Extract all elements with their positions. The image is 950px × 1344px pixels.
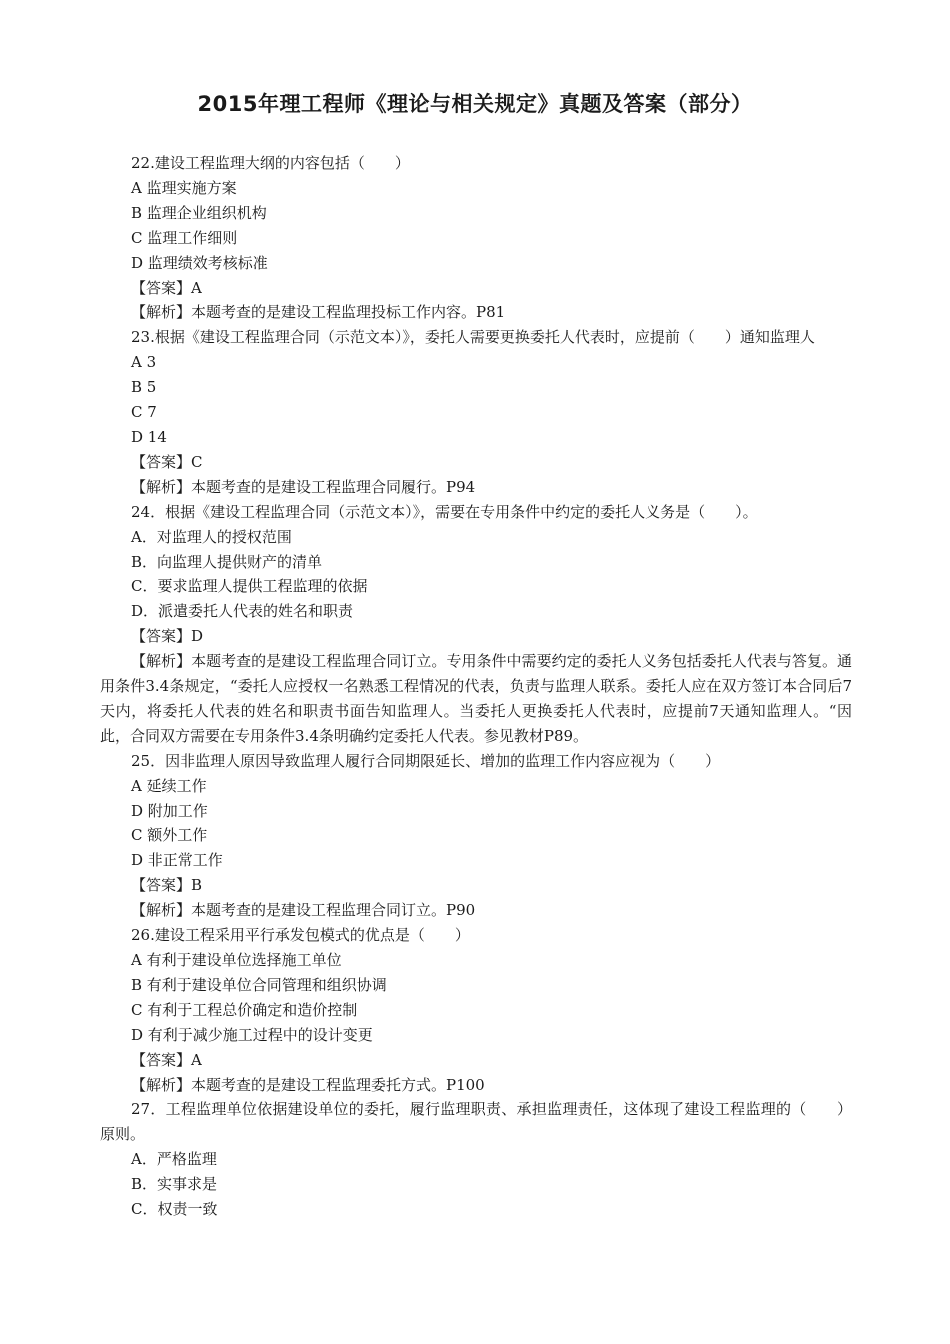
question-22: 22.建设工程监理大纲的内容包括（ ）: [131, 154, 410, 172]
option-a: A．严格监理: [131, 1150, 217, 1169]
option-c: C．权责一致: [131, 1200, 218, 1219]
option-b: B．向监理人提供财产的清单: [131, 552, 323, 571]
option-a: A．对监理人的授权范围: [131, 527, 292, 546]
answer-line: 【答案】C: [131, 452, 203, 471]
option-d: D．派遣委托人代表的姓名和职责: [131, 602, 354, 621]
document-title: 2015年理工程师《理论与相关规定》真题及答案（部分）: [197, 92, 753, 116]
question-24: 24．根据《建设工程监理合同（示范文本）》，需要在专用条件中约定的委托人义务是（ ）。: [131, 502, 758, 521]
option-c: C 有利于工程总价确定和造价控制: [131, 1000, 358, 1019]
option-c: C 监理工作细则: [131, 228, 238, 247]
answer-line: 【答案】B: [131, 876, 203, 895]
option-b: D 附加工作: [131, 801, 208, 820]
analysis-line: 【解析】本题考查的是建设工程监理委托方式。P100: [131, 1075, 485, 1094]
option-a: A 监理实施方案: [131, 178, 237, 197]
answer-line: 【答案】D: [131, 627, 204, 646]
option-d: D 监理绩效考核标准: [131, 253, 268, 272]
option-c: C 7: [131, 403, 157, 422]
analysis-line: 【解析】本题考查的是建设工程监理合同订立。P90: [131, 901, 476, 920]
option-d: D 非正常工作: [131, 851, 223, 870]
question-27: 27．工程监理单位依据建设单位的委托，履行监理职责、承担监理责任，这体现了建设工程监理的（ ）原则。: [100, 1100, 852, 1144]
answer-line: 【答案】A: [131, 1050, 202, 1069]
answer-line: 【答案】A: [131, 278, 202, 297]
option-a: A 有利于建设单位选择施工单位: [131, 951, 342, 969]
option-a: A 3: [131, 353, 157, 372]
option-b: B 有利于建设单位合同管理和组织协调: [131, 975, 387, 994]
question-23: 23.根据《建设工程监理合同（示范文本）》，委托人需要更换委托人代表时，应提前（ ）通知监理人: [131, 328, 815, 347]
analysis-paragraph: 【解析】本题考查的是建设工程监理合同订立。专用条件中需要约定的委托人义务包括委托人代表与答复。通用条件3.4条规定，“委托人应授权一名熟悉工程情况的代表，负责与监理人联系。委托人应在双方签订本合同后7天内，将委托人代表的姓名和职责书面告知监理人。当委托人更换委托人代表时，应提前7天通知监理人。“因此，合同双方需要在专用条件3.4条明确约定委托人代表。参见教材P89。: [100, 652, 852, 745]
document-body: [100, 151, 852, 1222]
option-d: D 有利于减少施工过程中的设计变更: [131, 1025, 373, 1044]
analysis-line: 【解析】本题考查的是建设工程监理合同履行。P94: [131, 477, 476, 496]
option-c: C 额外工作: [131, 826, 208, 845]
option-b: B．实事求是: [131, 1175, 218, 1194]
option-b: B 监理企业组织机构: [131, 203, 267, 222]
option-a: A 延续工作: [131, 776, 207, 795]
question-26: 26.建设工程采用平行承发包模式的优点是（ ）: [131, 926, 470, 945]
option-c: C．要求监理人提供工程监理的依据: [131, 577, 368, 596]
question-25: 25．因非监理人原因导致监理人履行合同期限延长、增加的监理工作内容应视为（ ）: [131, 751, 721, 770]
option-d: D 14: [131, 427, 167, 446]
option-b: B 5: [131, 378, 157, 397]
analysis-line: 【解析】本题考查的是建设工程监理投标工作内容。P81: [131, 303, 506, 322]
